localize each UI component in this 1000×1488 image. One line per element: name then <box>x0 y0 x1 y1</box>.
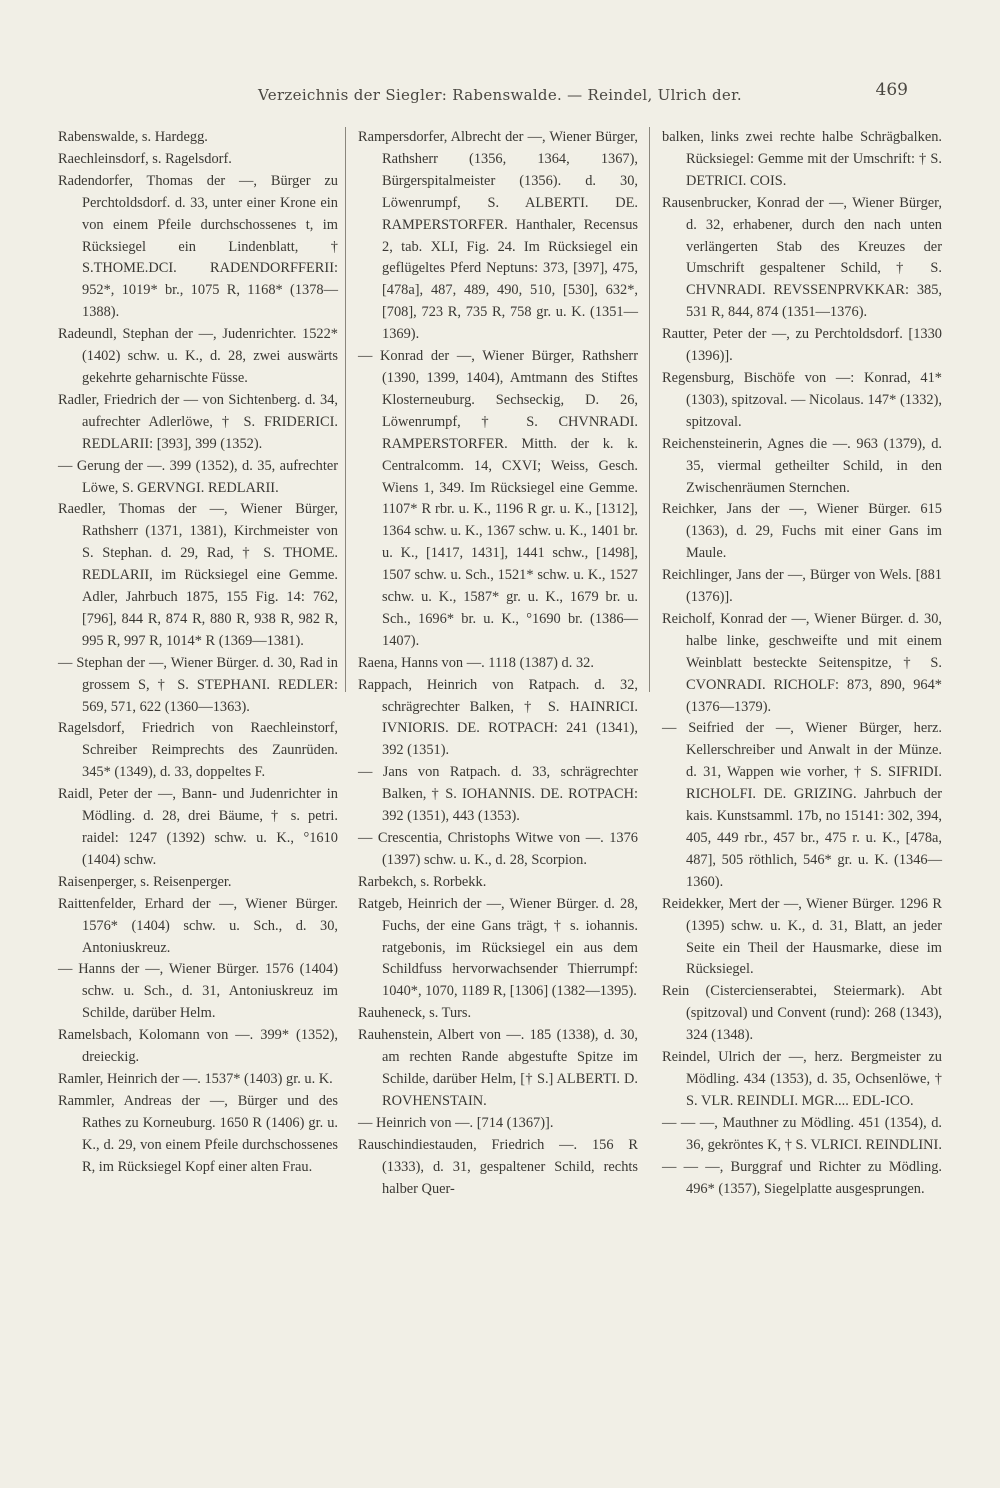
index-entry: Reichlinger, Jans der —, Bürger von Wels. [881 (1376)]. <box>662 567 942 606</box>
column-divider <box>345 127 346 692</box>
index-entry: Rappach, Heinrich von Ratpach. d. 32, schrägrechter Balken, † S. HAINRICI. IVNIORIS. DE. ROTPACH: 241 (1341), 392 (1351). <box>358 676 638 759</box>
index-entry: Raena, Hanns von —. 1118 (1387) d. 32. <box>358 654 594 671</box>
index-entry: Raechleinsdorf, s. Ragelsdorf. <box>58 150 232 167</box>
index-entry: Ramler, Heinrich der —. 1537* (1403) gr. u. K. <box>58 1070 333 1087</box>
index-entry: Rausenbrucker, Konrad der —, Wiener Bürger, d. 32, erhabener, durch den nach unten verlängerten Stab des Kreuzes der Umschrift gespaltener Schild, † S. CHVNRADI. REVSSENPRVKKAR: 385, 531 R, 844, 874 (1351—1376). <box>662 194 942 321</box>
index-entry: Reicholf, Konrad der —, Wiener Bürger. d. 30, halbe linke, geschweifte und mit einem Weinblatt besteckte Seitenspitze, † S. CVONRADI. RICHOLF: 873, 890, 964* (1376—1379). <box>662 610 942 715</box>
index-entry: Ragelsdorf, Friedrich von Raechleinstorf, Schreiber Reimprechts des Zaunrüden. 345* (1349), d. 33, doppeltes F. <box>58 720 338 781</box>
index-entry: Reindel, Ulrich der —, herz. Bergmeister zu Mödling. 434 (1353), d. 35, Ochsenlöwe, † S. VLR. REINDLI. MGR.... EDL-ICO. <box>662 1049 942 1109</box>
index-entry: Rabenswalde, s. Hardegg. <box>58 129 208 145</box>
index-entry: Reichensteinerin, Agnes die —. 963 (1379), d. 35, viermal getheilter Schild, in den Zwischenräumen Sternchen. <box>662 435 942 496</box>
index-entry: Rammler, Andreas der —, Bürger und des Rathes zu Korneuburg. 1650 R (1406) gr. u. K., d. 29, von einem Pfeile durchschossenes R, im Rücksiegel Kopf einer alten Frau. <box>58 1092 338 1175</box>
column-3 <box>662 127 942 1407</box>
index-entry: — — —, Mauthner zu Mödling. 451 (1354), d. 36, gekröntes K, † S. VLRICI. REINDLINI. <box>662 1114 942 1153</box>
column-2 <box>358 127 638 1407</box>
index-entry: Rarbekch, s. Rorbekk. <box>358 873 487 890</box>
index-entry: Rauhenstein, Albert von —. 185 (1338), d. 30, am rechten Rande abgestufte Spitze im Schilde, darüber Helm, [† S.] ALBERTI. D. ROVHENSTAIN. <box>358 1027 638 1109</box>
index-entry: — — —, Burggraf und Richter zu Mödling. 496* (1357), Siegelplatte ausgesprungen. <box>662 1158 942 1197</box>
index-entry: — Heinrich von —. [714 (1367)]. <box>358 1114 554 1131</box>
index-entry: — Stephan der —, Wiener Bürger. d. 30, Rad in grossem S, † S. STEPHANI. REDLER: 569, 571, 622 (1360—1363). <box>58 654 338 715</box>
index-entry: Rauheneck, s. Turs. <box>358 1005 472 1022</box>
index-entry: Rautter, Peter der —, zu Perchtoldsdorf. [1330 (1396)]. <box>662 326 942 365</box>
index-entry: Raisenperger, s. Reisenperger. <box>58 873 232 890</box>
index-entry: Ratgeb, Heinrich der —, Wiener Bürger. d. 28, Fuchs, der eine Gans trägt, † s. iohannis. ratgebonis, im Rücksiegel ein aus dem Schildfuss hervorwachsender Thierrumpf: 1040*, 1070, 1189 R, [1306] (1382—1395). <box>358 895 638 1000</box>
index-entry: Rein (Cistercienserabtei, Steiermark). Abt (spitzoval) und Convent (rund): 268 (1343), 324 (1348). <box>662 983 942 1044</box>
index-entry: — Hanns der —, Wiener Bürger. 1576 (1404) schw. u. Sch., d. 31, Antoniuskreuz im Schilde, darüber Helm. <box>58 961 338 1022</box>
index-entry: — Jans von Ratpach. d. 33, schrägrechter Balken, † S. IOHANNIS. DE. ROTPACH: 392 (1351), 443 (1353). <box>358 764 638 825</box>
page-number: 469 <box>875 80 908 100</box>
index-entry: — Crescentia, Christophs Witwe von —. 1376 (1397) schw. u. K., d. 28, Scorpion. <box>358 830 638 868</box>
index-entry: Regensburg, Bischöfe von —: Konrad, 41* (1303), spitzoval. — Nicolaus. 147* (1332), spitzoval. <box>662 369 942 430</box>
index-entry: Reichker, Jans der —, Wiener Bürger. 615 (1363), d. 29, Fuchs mit einer Gans im Maule. <box>662 501 942 562</box>
index-entry: Raittenfelder, Erhard der —, Wiener Bürger. 1576* (1404) schw. u. Sch., d. 30, Antoniuskreuz. <box>58 895 338 956</box>
index-entry: Raedler, Thomas der —, Wiener Bürger, Rathsherr (1371, 1381), Kirchmeister von S. Stephan. d. 29, Rad, † S. THOME. REDLARII, im Rücksiegel eine Gemme. Adler, Jahrbuch 1875, 155 Fig. 14: 762, [796], 844 R, 874 R, 880 R, 938 R, 982 R, 995 R, 997 R, 1014* R (1369—1381). <box>58 501 338 649</box>
index-entry: Reidekker, Mert der —, Wiener Bürger. 1296 R (1395) schw. u. K., d. 31, Blatt, an jeder Seite ein Theil der Hausmarke, diese im Rücksiegel. <box>662 895 942 978</box>
index-entry: — Seifried der —, Wiener Bürger, herz. Kellerschreiber und Anwalt in der Münze. d. 31, Wappen wie vorher, † S. SIFRIDI. RICHOLFI. DE. GRIZING. Jahrbuch der kais. Kunstsamml. 17b, no 15141: 302, 394, 405, 449 rbr., 457 br., 475 r. u. K., [478a, 487], 505 röthlich, 546* gr. u. K. (1346—1360). <box>662 720 942 890</box>
running-head: Verzeichnis der Siegler: Rabenswalde. — Reindel, Ulrich der. <box>258 86 742 104</box>
index-entry: Rauschindiestauden, Friedrich —. 156 R (1333), d. 31, gespaltener Schild, rechts halber Quer- <box>358 1136 638 1197</box>
index-entry: Rampersdorfer, Albrecht der —, Wiener Bürger, Rathsherr (1356, 1364, 1367), Bürgerspitalmeister (1356). d. 30, Löwenrumpf, S. ALBERTI. DE. RAMPERSTORFER. Hanthaler, Recensus 2, tab. XLI, Fig. 24. Im Rücksiegel ein geflügeltes Pferd Neptuns: 373, [397], 475, [478a], 487, 489, 490, 510, [530], 632*, [708], 723 R, 735 R, 758 gr. u. K. (1351—1369). <box>358 129 638 343</box>
index-entry: Radler, Friedrich der — von Sichtenberg. d. 34, aufrechter Adlerlöwe, † S. FRIDERICI. REDLARII: [393], 399 (1352). <box>58 391 338 452</box>
index-columns <box>58 127 950 1407</box>
index-entry: Radendorfer, Thomas der —, Bürger zu Perchtoldsdorf. d. 33, unter einer Krone ein von einem Pfeile durchschossenes t, im Rücksiegel ein Lindenblatt, † S.THOME.DCI. RADENDORFFERII: 952*, 1019* br., 1075 R, 1168* (1378—1388). <box>58 172 338 321</box>
index-entry: — Konrad der —, Wiener Bürger, Rathsherr (1390, 1399, 1404), Amtmann des Stiftes Klosterneuburg. Sechseckig, D. 26, Löwenrumpf, † S. CHVNRADI. RAMPERSTORFER. Mitth. der k. k. Centralcomm. 14, CXVI; Weiss, Gesch. Wiens 1, 349. Im Rücksiegel eine Gemme. 1107* R rbr. u. K., 1196 R gr. u. K., [1312], 1364 schw. u. K., 1367 schw. u. K., 1401 br. u. K., [1417, 1431], 1441 schw., [1498], 1507 schw. u. Sch., 1521* schw. u. K., 1527 schw. u. K., 1587* gr. u. K., 1679 br. u. Sch., 1696* br. u. K., °1690 br. (1386—1407). <box>358 348 638 649</box>
index-entry: Ramelsbach, Kolomann von —. 399* (1352), dreieckig. <box>58 1027 338 1066</box>
index-entry: balken, links zwei rechte halbe Schrägbalken. Rücksiegel: Gemme mit der Umschrift: † S. DETRICI. COIS. <box>662 129 942 189</box>
column-divider <box>649 127 650 692</box>
index-entry: Raidl, Peter der —, Bann- und Judenrichter in Mödling. d. 28, drei Bäume, † s. petri. raidel: 1247 (1392) schw. u. K., °1610 (1404) schw. <box>58 786 338 868</box>
page-header <box>0 80 1000 110</box>
column-1 <box>58 127 338 1407</box>
index-entry: Radeundl, Stephan der —, Judenrichter. 1522* (1402) schw. u. K., d. 28, zwei auswärts gekehrte geharnischte Füsse. <box>58 326 338 386</box>
index-entry: — Gerung der —. 399 (1352), d. 35, aufrechter Löwe, S. GERVNGI. REDLARII. <box>58 457 338 496</box>
